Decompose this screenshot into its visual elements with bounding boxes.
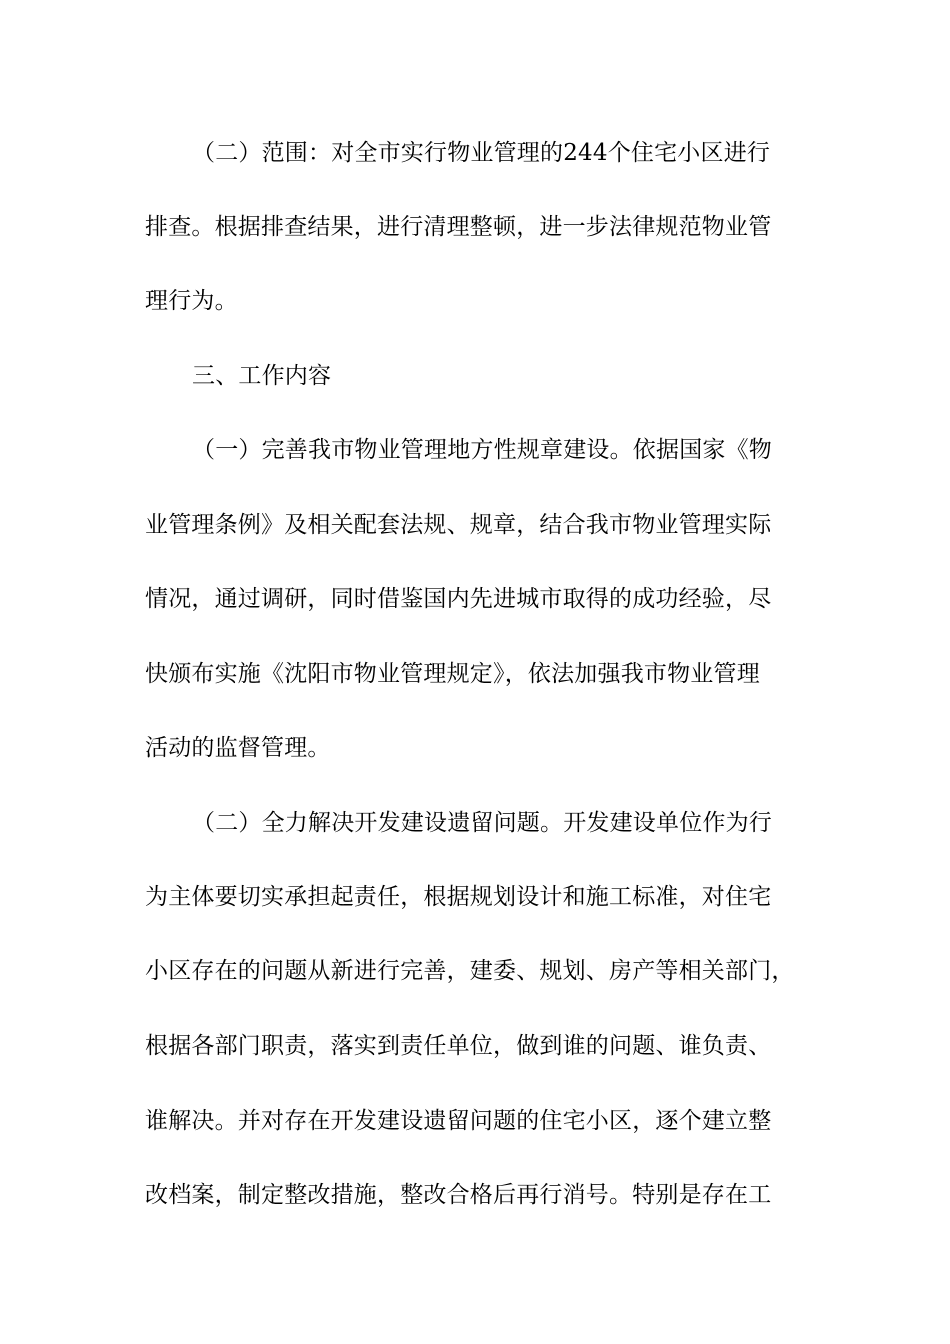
section-heading-work-content: 三、工作内容 [192,363,332,389]
paragraph-regulation-line-3: 情况，通过调研，同时借鉴国内先进城市取得的成功经验，尽 [145,586,772,612]
paragraph-development-line-6: 改档案，制定整改措施，整改合格后再行消号。特别是存在工 [145,1182,772,1208]
paragraph-development-line-2: 为主体要切实承担起责任，根据规划设计和施工标准，对住宅 [145,884,772,910]
paragraph-regulation-line-2: 业管理条例》及相关配套法规、规章，结合我市物业管理实际 [145,512,772,538]
paragraph-development-line-3: 小区存在的问题从新进行完善，建委、规划、房产等相关部门， [145,958,795,984]
paragraph-scope-line-2: 排查。根据排查结果，进行清理整顿，进一步法律规范物业管 [145,214,772,240]
paragraph-development-line-5: 谁解决。并对存在开发建设遗留问题的住宅小区，逐个建立整 [145,1108,772,1134]
paragraph-development-line-1: （二）全力解决开发建设遗留问题。开发建设单位作为行 [192,810,772,836]
paragraph-regulation-line-1: （一）完善我市物业管理地方性规章建设。依据国家《物 [192,437,772,463]
paragraph-development-line-4: 根据各部门职责，落实到责任单位，做到谁的问题、谁负责、 [145,1033,772,1059]
paragraph-regulation-line-4: 快颁布实施《沈阳市物业管理规定》，依法加强我市物业管理 [145,661,760,687]
paragraph-regulation-line-5: 活动的监督管理。 [145,735,331,761]
paragraph-scope-line-1: （二）范围：对全市实行物业管理的244个住宅小区进行 [192,140,771,166]
paragraph-scope-line-3: 理行为。 [145,288,238,314]
